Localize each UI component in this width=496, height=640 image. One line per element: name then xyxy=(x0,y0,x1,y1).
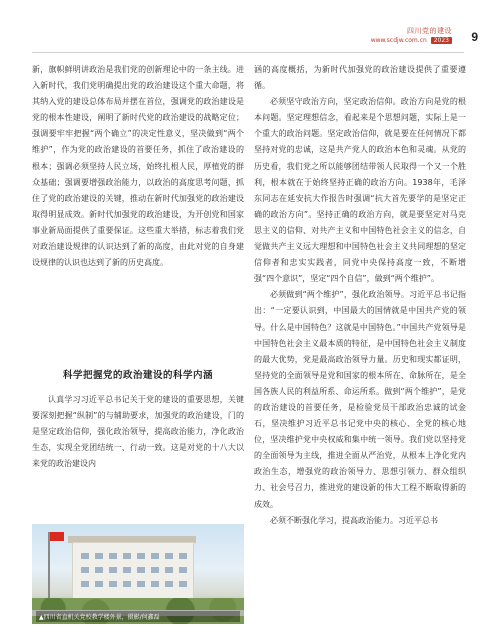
left-column-continued xyxy=(32,392,244,522)
page-header xyxy=(0,0,496,60)
flag-icon xyxy=(50,532,64,541)
right-paragraph-1: 涵的高度概括，为新时代加强党的政治建设提供了重要遵循。 xyxy=(254,65,466,91)
url-chip: 2023 xyxy=(431,37,452,44)
left-paragraph-1: 新，旗帜鲜明讲政治是我们党的创新理论中的一条主线。进入新时代，我们党明确提出党的政治建设这个重大命题，将其纳入党的建设总体布局并摆在首位，强调党的政治建设是党的根本性建设，阐明了新时代党的政治建设的战略定位；强调要牢牢把握“两个确立”的决定性意义，坚决做到“两个维护”，作为党的政治建设的首要任务，抓住了政治建设的根本；强调必须坚持人民立场，始终扎根人民，厚植党的群众基础；强调要增强政治能力，以政治的高度思考问题，抓住了党的政治建设的关键，推动在新时代加强党的政治建设取得明显成效。新时代加强党的政治建设，为开创党和国家事业新局面提供了重要保证。这些重大举措，标志着我们党对政治建设规律的认识达到了新的高度，由此对党的自身建设规律的认识也达到了新的历史高度。 xyxy=(32,65,244,268)
url-text[interactable]: www.scdjw.com.cn xyxy=(370,37,427,44)
building xyxy=(72,542,194,602)
publication-name: 四川党的建设 xyxy=(407,27,452,35)
right-paragraph-3: 必须做到“两个维护”，强化政治领导。习近平总书记指出：“一定要认识到，中国最大的国情就是中国共产党的领导。什么是中国特色？这就是中国特色。”中国共产党领导是中国特色社会主义最本质的特征，是中国特色社会主义制度的最大优势，党是最高政治领导力量。历史和现实都证明，坚持党的全面领导是党和国家的根本所在、命脉所在，是全国各族人民的利益所系、命运所系。做到“两个维护”，是党的政治建设的首要任务，是检验党员干部政治忠诚的试金石，坚决维护习近平总书记党中央的核心、全党的核心地位，坚决维护党中央权威和集中统一领导。我们党以坚持党的全面领导为主线，推进全面从严治党，从根本上净化党内政治生态，增强党的政治领导力、思想引领力、群众组织力、社会号召力，推进党的建设新的伟大工程不断取得新的成效。 xyxy=(254,290,466,509)
flagpole xyxy=(48,532,50,602)
publication-url[interactable] xyxy=(371,37,452,44)
section-heading: 科学把握党的政治建设的科学内涵 xyxy=(62,370,213,381)
right-paragraph-2: 必须坚守政治方向，坚定政治信仰。政治方向是党的根本问题。坚定理想信念，看起来是个思想问题，实际上是一个重大的政治问题。坚定政治信仰，就是要在任何情况下都坚持对党的忠诚，这是共产党人的政治本色和灵魂。从党的历史看，我们党之所以能够团结带领人民取得一个又一个胜利，根本就在于始终坚持正确的政治方向。1938年，毛泽东同志在延安抗大作报告时强调“抗大首先要学的是坚定正确的政治方向”。坚持正确的政治方向，就是要坚定对马克思主义的信仰、对共产主义和中国特色社会主义的信念，自觉做共产主义远大理想和中国特色社会主义共同理想的坚定信仰者和忠实实践者，同党中央保持高度一致，不断增强“四个意识”，坚定“四个自信”，做到“两个维护”。 xyxy=(254,97,466,284)
right-paragraph-4: 必须不断强化学习，提高政治能力。习近平总书 xyxy=(270,515,438,525)
campus-photo xyxy=(32,524,244,624)
page-number: 9 xyxy=(471,30,478,44)
left-column xyxy=(32,62,244,271)
header-divider xyxy=(32,52,464,53)
right-column xyxy=(254,62,466,628)
photo-caption: ▲四川省直机关党校教学楼外景，摄影/何鑫磊 xyxy=(36,611,240,622)
left-paragraph-2: 认真学习习近平总书记关于党的建设的重要思想，关键要深刻把握“纵制”的与辅助要求，加强党的政治建设，门的是坚定政治信仰，强化政治领导，提高政治能力，净化政治生态，实现全党团结统一、行动一致。这是对党的十八大以来党的政治建设内 xyxy=(32,395,244,469)
